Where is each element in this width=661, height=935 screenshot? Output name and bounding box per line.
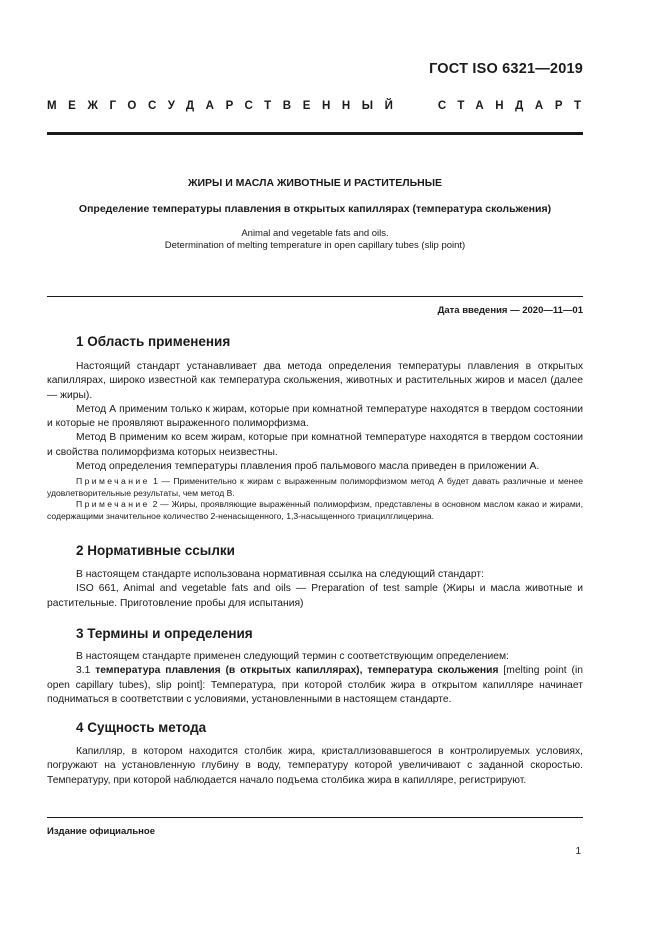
section-3-heading: 3 Термины и определения <box>76 626 253 641</box>
term-number: 3.1 <box>76 665 96 677</box>
english-title-line-2: Determination of melting temperature in open capillary tubes (slip point) <box>164 240 466 251</box>
section-2-body <box>47 568 583 611</box>
note-1 <box>47 476 583 499</box>
english-title <box>47 228 583 252</box>
standard-code: ГОСТ ISO 6321—2019 <box>429 61 583 77</box>
note-text: 1 — Применительно к жирам с выраженным полиморфизмом метод А будет давать различные и менее удовлетворительные результаты, чем метод В. <box>47 476 583 498</box>
note-text: 2 — Жиры, проявляющие выраженный полиморфизм, представлены в основном маслом какао и жирами, содержащими значительное количество 2-ненасыщенного, 1,3-насыщенного триацилглицерина. <box>47 499 583 521</box>
title-divider <box>47 296 583 297</box>
paragraph: Метод А применим только к жирам, которые при комнатной температуре находятся в твердом состоянии и которые не проявляют выраженного полиморфизма. <box>47 403 583 430</box>
note-2 <box>47 499 583 522</box>
section-1-heading: 1 Область применения <box>76 334 231 349</box>
paragraph: ISO 661, Animal and vegetable fats and oils — Preparation of test sample (Жиры и масла животные и растительные. Приготовление пробы для испытания) <box>47 583 583 609</box>
document-subtitle: Определение температуры плавления в открытых капиллярах (температура скольжения) <box>78 203 552 215</box>
interstate-standard-banner <box>47 100 593 112</box>
footer-divider <box>47 817 583 818</box>
introduction-date: Дата введения — 2020—11—01 <box>437 305 583 316</box>
paragraph: Метод определения температуры плавления проб пальмового масла приведен в приложении А. <box>76 461 540 473</box>
section-4-heading: 4 Сущность метода <box>76 720 207 735</box>
paragraph: Капилляр, в котором находится столбик жира, кристаллизовавшегося в контролируемых условиях, погружают на установленную глубину в воду, температуру которой увеличивают с заданной скоростью. Температуру, при которой наблюдается начало подъема столбика жира в капилляре, регистрируют. <box>47 746 583 786</box>
section-1-body <box>47 360 583 474</box>
section-4-body <box>47 745 583 788</box>
header-divider <box>47 132 583 135</box>
paragraph: Настоящий стандарт устанавливает два метода определения температуры плавления в открытых капиллярах, широко известной как температура скольжения, животных и растительных жиров и масел (далее — жиры). <box>47 361 583 401</box>
term-definition <box>47 664 583 707</box>
standard-word: СТАНДАРТ <box>437 100 593 112</box>
paragraph: В настоящем стандарте применен следующий термин с соответствующим определением: <box>76 651 509 662</box>
document-title: ЖИРЫ И МАСЛА ЖИВОТНЫЕ И РАСТИТЕЛЬНЫЕ <box>187 177 443 189</box>
english-title-line-1: Animal and vegetable fats and oils. <box>241 228 389 239</box>
paragraph: В настоящем стандарте использована нормативная ссылка на следующий стандарт: <box>76 569 484 580</box>
page-number: 1 <box>575 846 581 857</box>
section-2-heading: 2 Нормативные ссылки <box>76 543 235 558</box>
note-label: Примечание <box>76 499 150 510</box>
section-1-notes <box>47 476 583 522</box>
paragraph: Метод В применим ко всем жирам, которые при комнатной температуре находятся в твердом состоянии и свойства полиморфизма которых неизвестны. <box>47 432 583 458</box>
section-3-body <box>47 650 583 707</box>
interstate-word: МЕЖГОСУДАРСТВЕННЫЙ <box>47 100 405 112</box>
term-name: температура плавления (в открытых капиллярах), температура скольжения <box>95 665 499 677</box>
term-text: [melting point (in open capillary tubes), slip point]: Температура, при которой столбик жира в открытом капилляре начинает подниматься в соответствии с условиями, установленными в настоящем стандарте. <box>47 665 583 705</box>
note-label: Примечание <box>76 476 150 486</box>
official-edition-label: Издание официальное <box>47 826 155 837</box>
